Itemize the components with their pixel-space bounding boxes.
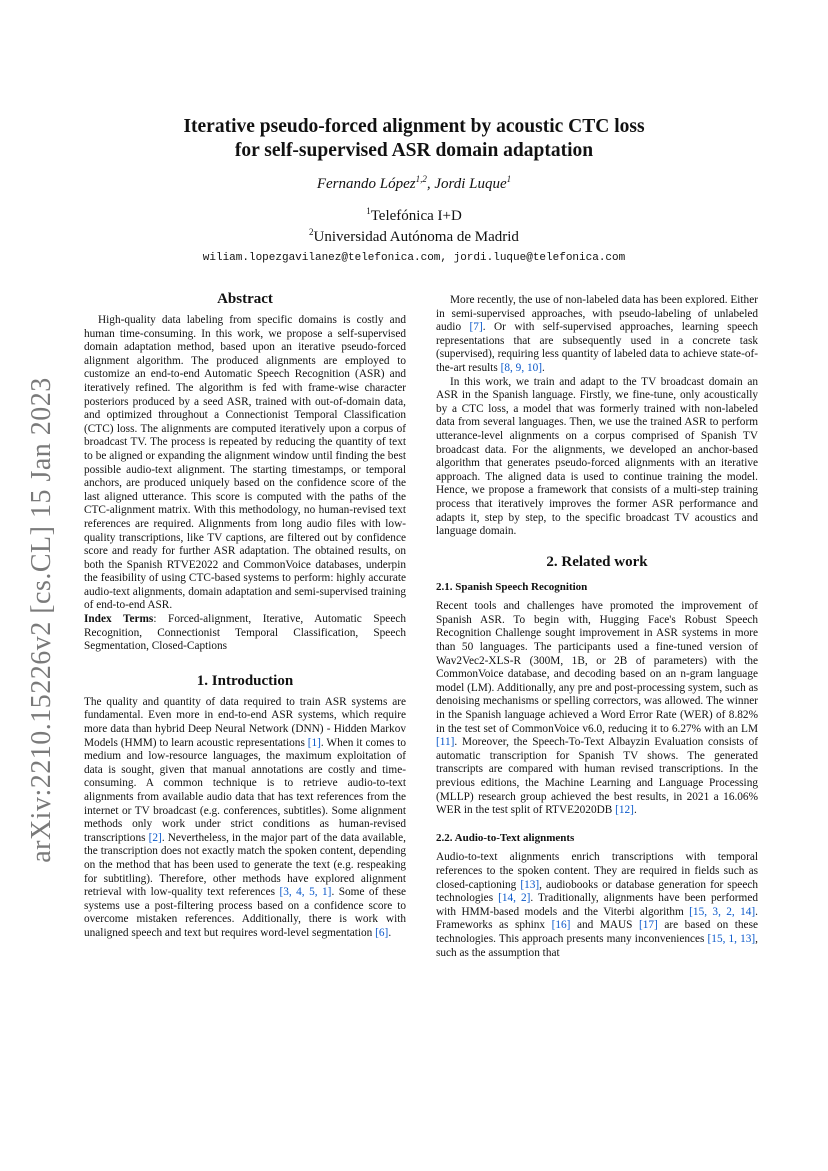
citation-link[interactable]: [17] — [639, 919, 658, 932]
citation-link[interactable]: [14, 2] — [498, 892, 531, 905]
citation-link[interactable]: [8, 9, 10] — [500, 361, 543, 374]
intro-heading: 1. Introduction — [196, 672, 294, 689]
subsection-heading: 2.1. Spanish Speech Recognition — [436, 580, 588, 593]
citation-link[interactable]: [6] — [375, 926, 389, 939]
right-paragraph-1: More recently, the use of non-labeled data has been explored. Either in semi-supervised approaches, with pseudo-labeling of unlabeled audio [7]. Or with self-supervised approaches, learning speech representations that are subsequently used in a concrete task (supervised), requiring less quantity of labeled data to achieve state-of-the-art results [8, 9, 10]. — [436, 294, 758, 374]
related-work-heading: 2. Related work — [546, 553, 648, 570]
right-paragraph-2: In this work, we train and adapt to the TV broadcast domain an ASR in the Spanish language. Firstly, we fine-tune, only acoustically by a CTC loss, a model that was formerly trained with non-labeled data from several languages. Then, we use the trained ASR to perform utterance-level alignments on a corpus comprised of Spanish TV broadcast data. For the alignments, we developed an anchor-based algorithm that generates pseudo-forced alignments with an iterative approach. The aligned data is used to continue training the model. Hence, we propose a framework that consists of a multi-step training process that iteratively improves the former ASR performance and adapts it, step by step, to the specific broadcast TV acoustics and language domain. — [436, 375, 758, 538]
right-column — [436, 294, 758, 960]
citation-link[interactable]: [15, 1, 13] — [707, 932, 756, 945]
left-column — [84, 290, 406, 941]
alignments-paragraph: Audio-to-text alignments enrich transcriptions with temporal references to the spoken content. They are required in fields such as closed-captioning [13], audiobooks or database generation for speech technologies [14, 2]. Traditionally, alignments have been performed with HMM-based models and the Viterbi algorithm [15, 3, 2, 14]. Frameworks as sphinx [16] and MAUS [17] are based on these technologies. This approach presents many inconveniences [15, 1, 13], such as the assumption that — [436, 851, 759, 959]
citation-link[interactable]: [16] — [551, 919, 571, 932]
spanish-asr-paragraph: Recent tools and challenges have promoted the improvement of Spanish ASR. To begin with, Hugging Face's Robust Speech Recognition Challenge sought improvement in ASR systems in more than 50 languages. The participants used a fine-tuned version of Wav2Vec2-XLS-R (300M, 1B, or 2B of parameters) with the CommonVoice database, and decoding based on an n-gram language model (LM). Additionally, any pre and post-processing system, such as denoising mechanisms or spelling correctors, was allowed. The winner in the Spanish language achieved a Word Error Rate (WER) of 8.82% in the test set of CommonVoice v6.0, reducing it to 6.27% with an LM [11]. Moreover, the Speech-To-Text Albayzin Evaluation consists of automatic transcription for Spanish TV shows. The generated transcripts are compared with human revised transcriptions. In the previous editions, the Machine Learning and Language Processing (MLLP) research group achieved the best results, in 2021 a 16.06% WER in the test split of RTVE2020DB [12]. — [436, 600, 758, 817]
citation-link[interactable]: [7] — [469, 321, 483, 334]
citation-link[interactable]: [13] — [520, 878, 540, 891]
arxiv-stamp: arXiv:2210.15226v2 [cs.CL] 15 Jan 2023 — [26, 377, 57, 863]
citation-link[interactable]: [2] — [148, 831, 162, 844]
citation-link[interactable]: [12] — [615, 804, 634, 817]
intro-paragraph: The quality and quantity of data required to train ASR systems are fundamental. Even more in end-to-end ASR systems, which require more data than hybrid Deep Neural Network (DNN) - Hidden Markov Models (HMM) to learn acoustic representations [1]. When it comes to medium and low-resource languages, the maximum exploitation of data is sought, given that manual annotations are costly and time-consuming. A common technique is to retrieve audio-to-text alignments from available audio data that has text references from the internet or TV broadcast (e.g. conferences, subtitles). Some alignment methods only work under strict conditions as human-revised transcriptions [2]. Nevertheless, in the major part of the data available, the transcription does not exactly match the spoken content, depending on the method that has been used to generate the text (e.g. respeaking for subtitling). Therefore, other methods have explored alignment retrieval with low-quality text references [3, 4, 5, 1]. Some of these systems use a post-filtering process based on a confidence score to overcome mistaken references. Additionally, there is work with unaligned speech and text but requires word-level segmentation [6]. — [84, 695, 406, 939]
abstract-heading: Abstract — [217, 291, 273, 307]
affiliation-2: $^2$Universidad Autónoma de Madrid — [309, 227, 519, 245]
authors: Fernando López$^{1,2}$, Jordi Luque$^1$ — [316, 174, 512, 192]
citation-link[interactable]: [11] — [436, 736, 455, 749]
index-terms: Index Terms: Forced-alignment, Iterative, Automatic Speech Recognition, Connectionist Temporal Classification, Speech Segmentation, Closed-Captions — [84, 613, 406, 653]
subsection-heading: 2.2. Audio-to-Text alignments — [436, 831, 575, 844]
citation-link[interactable]: [15, 3, 2, 14] — [689, 905, 756, 918]
author-emails: wiliam.lopezgavilanez@telefonica.com, jordi.luque@telefonica.com — [202, 252, 626, 264]
citation-link[interactable]: [1] — [307, 736, 321, 749]
paper-title: Iterative pseudo-forced alignment by acoustic CTC loss for self-supervised ASR domain adaptation — [183, 116, 645, 161]
abstract-text: High-quality data labeling from specific domains is costly and human time-consuming. In this work, we propose a self-supervised domain adaptation method, based upon an iterative pseudo-forced alignment algorithm. The produced alignments are employed to customize an end-to-end Automatic Speech Recognition (ASR) and iteratively refined. The algorithm is fed with frame-wise character posteriors produced by a seed ASR, trained with out-of-domain data, and optimized throughout a Connectionist Temporal Classification (CTC) loss. The alignments are computed iteratively upon a corpus of broadcast TV. The process is repeated by reducing the quantity of text to be aligned or expanding the alignment window until finding the best possible audio-text alignment. The starting timestamps, or temporal anchors, are produced uniquely based on the confidence score of the last aligned utterance. This score is computed with the paths of the CTC-alignment matrix. With this methodology, no human-revised text references are required. Alignments from long audio files with low-quality transcriptions, like TV captions, are filtered out by confidence score and ready for further ASR adaptation. The obtained results, on both the Spanish RTVE2022 and CommonVoice databases, underpin the feasibility of using CTC-based systems to perform: highly accurate audio-text alignments, domain adaptation and semi-supervised training of end-to-end ASR. — [84, 314, 406, 612]
affiliation-1: $^1$Telefónica I+D — [366, 206, 462, 224]
citation-link[interactable]: [3, 4, 5, 1] — [279, 886, 332, 899]
